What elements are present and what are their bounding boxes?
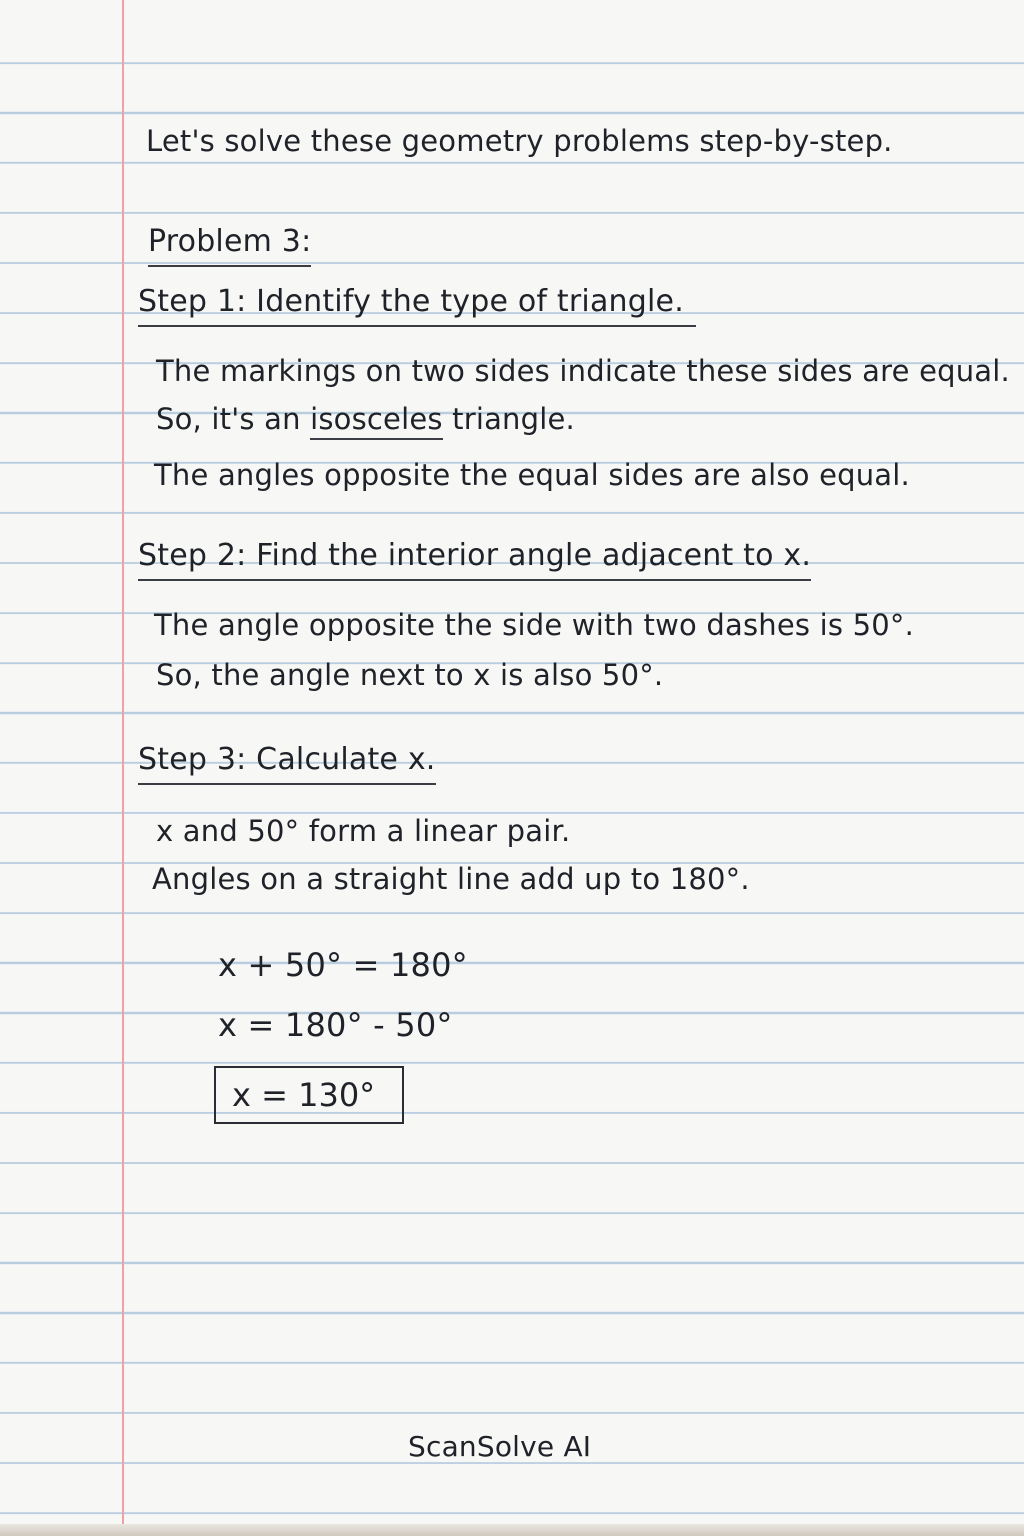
step1-line2 [156,402,575,436]
intro-text: Let's solve these geometry problems step-by-step. [146,124,893,158]
step3-heading: Step 3: Calculate x. [138,742,436,785]
footer-brand: ScanSolve AI [408,1430,592,1463]
step1-line1: The markings on two sides indicate these sides are equal. [156,354,1010,388]
step2-line2: So, the angle next to x is also 50°. [156,658,664,692]
step3-line2: Angles on a straight line add up to 180°. [152,862,750,896]
isosceles-term: isosceles [310,402,443,440]
answer-text: x = 130° [232,1076,376,1114]
step2-line1: The angle opposite the side with two dashes is 50°. [154,608,915,642]
equation-1: x + 50° = 180° [218,946,468,984]
margin-line [122,0,124,1530]
paper-stack-edge [0,1524,1024,1536]
step1-line3: The angles opposite the equal sides are also equal. [154,458,910,492]
problem-label: Problem 3: [148,224,311,267]
step1-line2-prefix: So, it's an [156,402,311,436]
answer-box [214,1066,404,1124]
step3-line1: x and 50° form a linear pair. [156,814,571,848]
equation-2: x = 180° - 50° [218,1006,453,1044]
step1-line2-suffix: triangle. [442,402,575,436]
step2-heading: Step 2: Find the interior angle adjacent to x. [138,538,811,581]
step1-heading: Step 1: Identify the type of triangle. [138,284,696,327]
